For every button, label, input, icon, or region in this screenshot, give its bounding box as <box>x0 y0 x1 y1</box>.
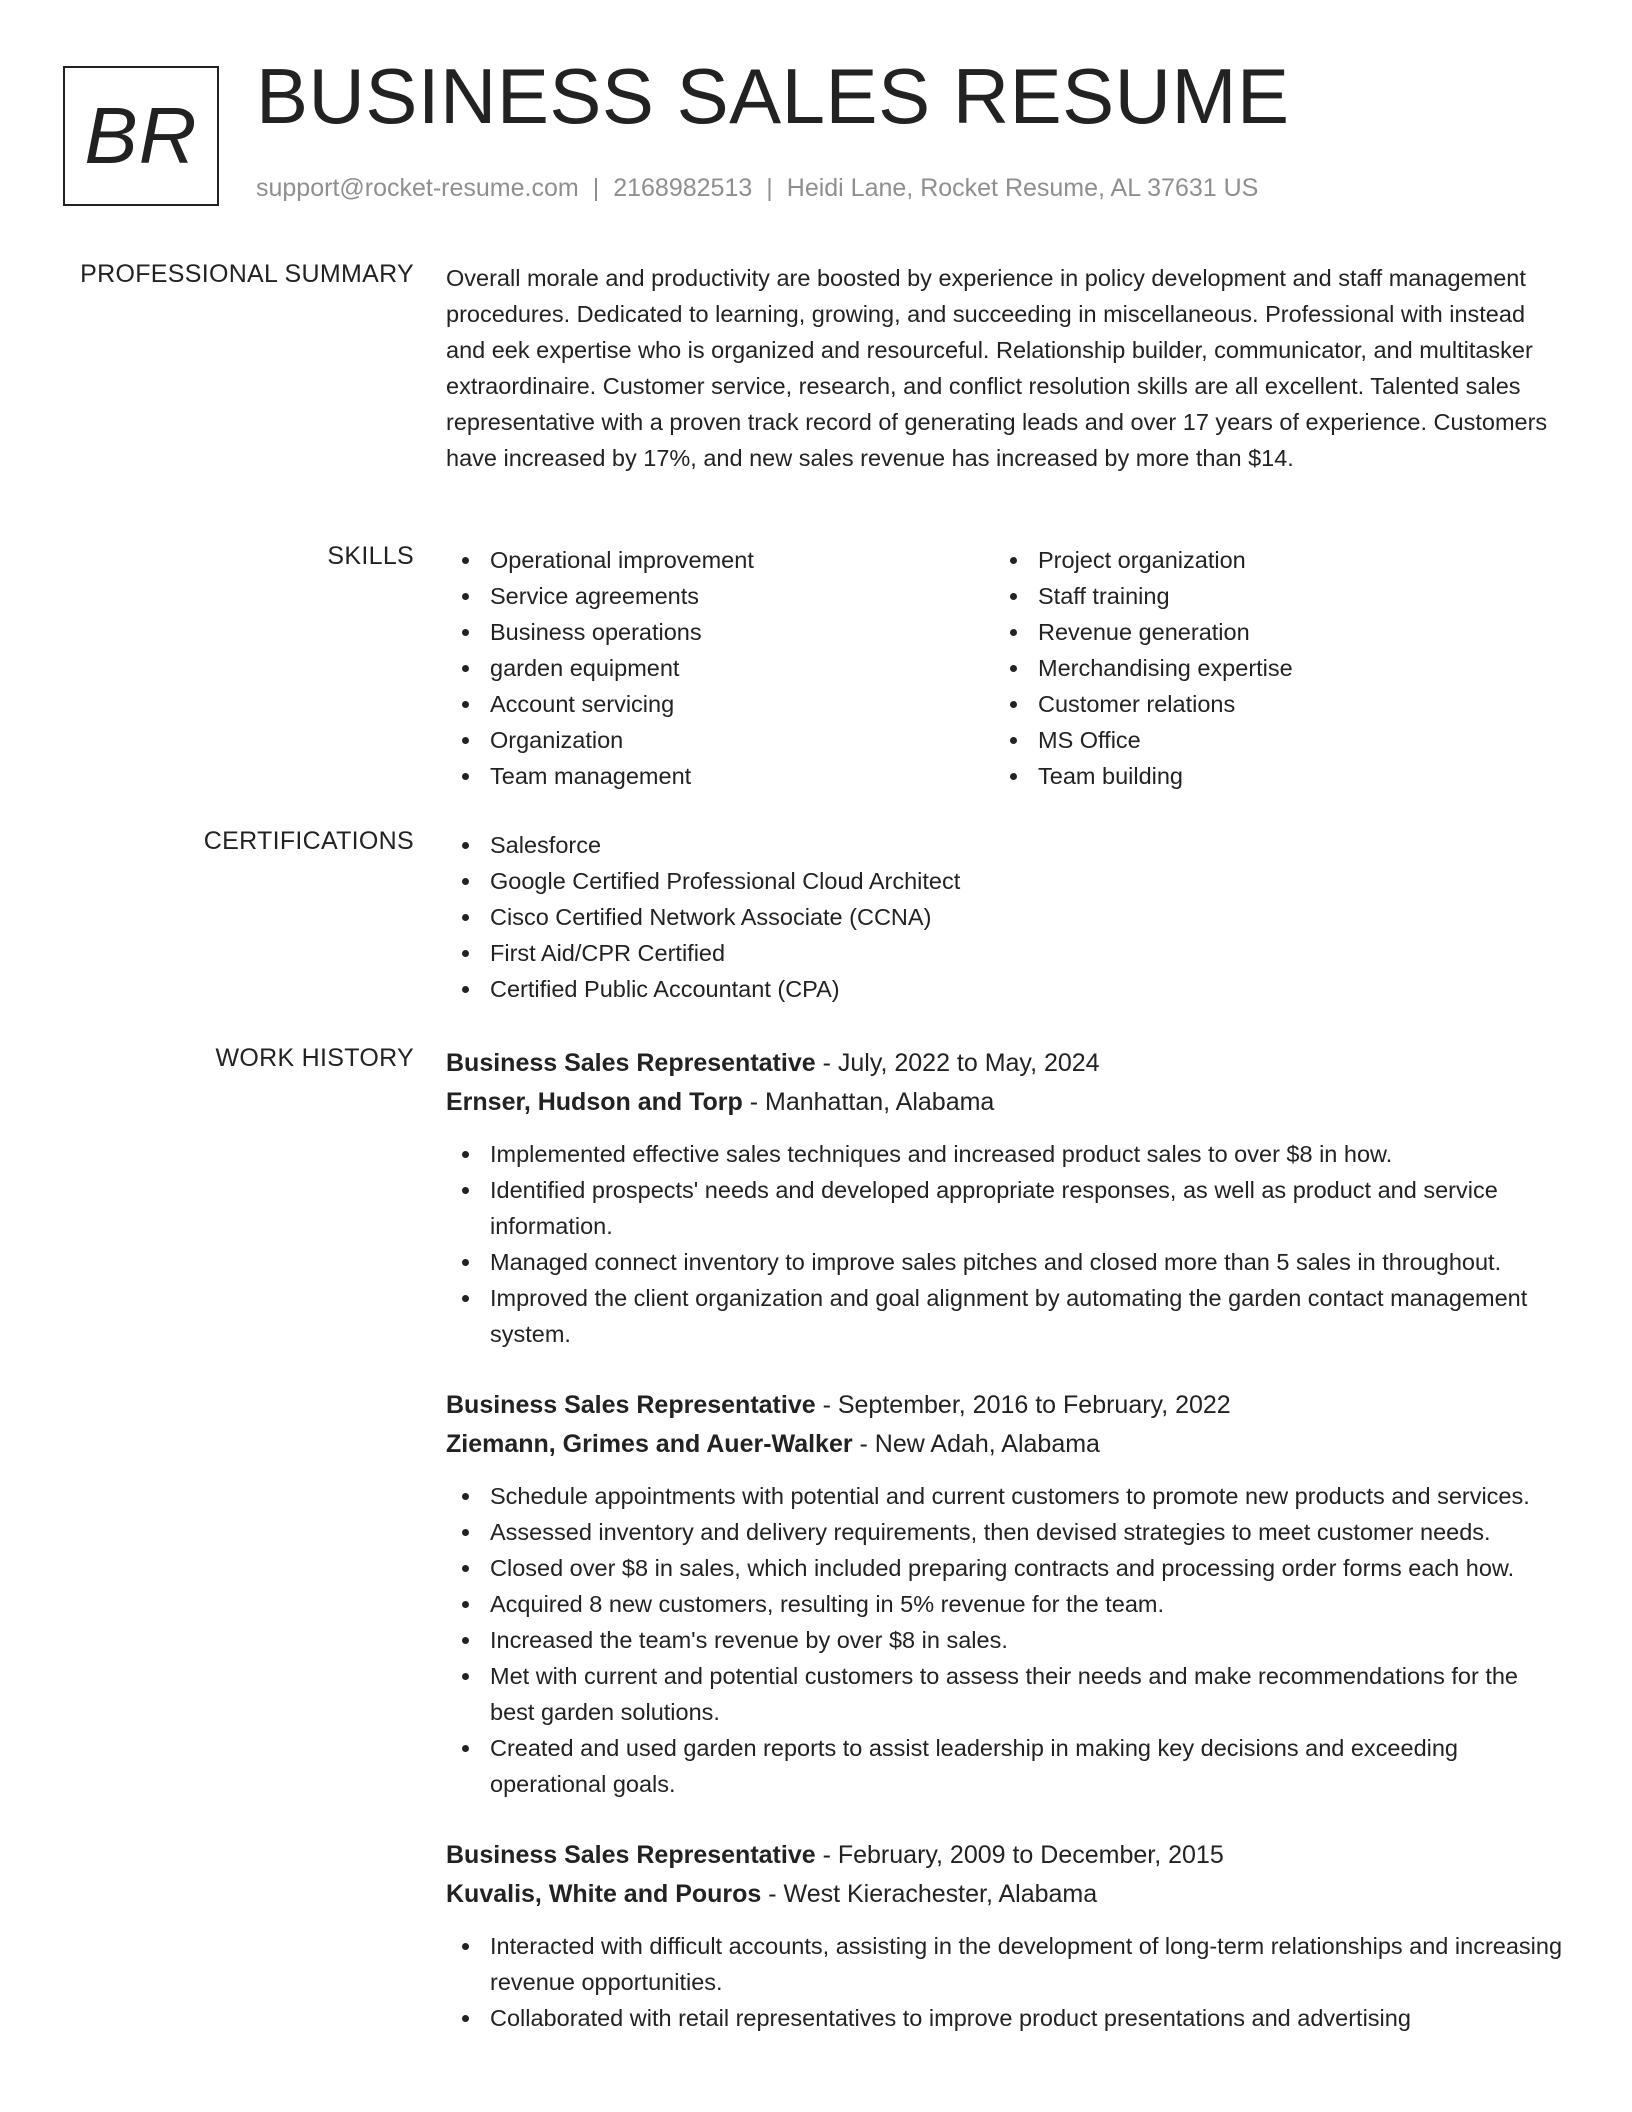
job-bullet: Implemented effective sales techniques and increased product sales to over $8 in how. <box>446 1136 1562 1172</box>
skill-item: Organization <box>446 722 994 758</box>
job-location: - West Kierachester, Alabama <box>761 1880 1098 1908</box>
summary-body <box>446 260 1562 476</box>
certifications-heading: CERTIFICATIONS <box>203 827 414 855</box>
skills-body <box>446 542 1562 794</box>
job-bullet: Created and used garden reports to assist leadership in making key decisions and exceeding operational goals. <box>446 1730 1562 1802</box>
job-company-line <box>446 1425 1562 1464</box>
skill-item: garden equipment <box>446 650 994 686</box>
job-entry <box>446 1836 1562 2036</box>
job-bullets <box>446 1136 1562 1352</box>
certification-item: Salesforce <box>446 827 1562 863</box>
skills-heading: SKILLS <box>327 542 414 570</box>
job-bullet: Identified prospects' needs and developed appropriate responses, as well as product and service information. <box>446 1172 1562 1244</box>
job-location: - Manhattan, Alabama <box>742 1088 995 1116</box>
job-dates: - September, 2016 to February, 2022 <box>815 1391 1231 1419</box>
job-title: Business Sales Representative <box>446 1049 816 1077</box>
contact-separator: | <box>592 174 600 202</box>
monogram-logo: BR <box>63 66 219 206</box>
skill-item: Staff training <box>994 578 1542 614</box>
skills-list-left <box>446 542 994 794</box>
summary-heading: PROFESSIONAL SUMMARY <box>80 260 414 288</box>
job-company: Kuvalis, White and Pouros <box>446 1880 762 1908</box>
job-bullets <box>446 1478 1562 1802</box>
work-history-heading: WORK HISTORY <box>215 1044 414 1072</box>
job-title-line <box>446 1386 1562 1425</box>
skill-item: Team management <box>446 758 994 794</box>
job-bullet: Met with current and potential customers to assess their needs and make recommendations for the best garden solutions. <box>446 1658 1562 1730</box>
certifications-list <box>446 827 1562 1007</box>
job-bullet: Schedule appointments with potential and current customers to promote new products and services. <box>446 1478 1562 1514</box>
contact-line <box>256 174 1258 203</box>
job-bullet: Assessed inventory and delivery requirements, then devised strategies to meet customer needs. <box>446 1514 1562 1550</box>
skill-item: Customer relations <box>994 686 1542 722</box>
skill-item: MS Office <box>994 722 1542 758</box>
work-history-body <box>446 1044 1562 2070</box>
job-title-line <box>446 1044 1562 1083</box>
job-bullet: Acquired 8 new customers, resulting in 5% revenue for the team. <box>446 1586 1562 1622</box>
skill-item: Revenue generation <box>994 614 1542 650</box>
job-entry <box>446 1044 1562 1352</box>
job-location: - New Adah, Alabama <box>852 1430 1100 1458</box>
skill-item: Business operations <box>446 614 994 650</box>
job-bullet: Interacted with difficult accounts, assisting in the development of long-term relationships and increasing revenue opportunities. <box>446 1928 1562 2000</box>
job-bullet: Collaborated with retail representatives to improve product presentations and advertising <box>446 2000 1562 2036</box>
skill-item: Account servicing <box>446 686 994 722</box>
job-entry <box>446 1386 1562 1802</box>
job-dates: - July, 2022 to May, 2024 <box>815 1049 1100 1077</box>
resume-title: BUSINESS SALES RESUME <box>256 52 1290 140</box>
skill-item: Merchandising expertise <box>994 650 1542 686</box>
skill-item: Team building <box>994 758 1542 794</box>
job-company: Ernser, Hudson and Torp <box>446 1088 743 1116</box>
job-bullet: Improved the client organization and goal alignment by automating the garden contact management system. <box>446 1280 1562 1352</box>
summary-text: Overall morale and productivity are boosted by experience in policy development and staff management procedures. Dedicated to learning, growing, and succeeding in miscellaneous. Professional with instead and eek expertise who is organized and resourceful. Relationship builder, communicator, and multitasker extraordinaire. Customer service, research, and conflict resolution skills are all excellent. Talented sales representative with a proven track record of generating leads and over 17 years of experience. Customers have increased by 17%, and new sales revenue has increased by more than $14. <box>446 265 1548 471</box>
contact-separator: | <box>766 174 773 202</box>
certification-item: Google Certified Professional Cloud Architect <box>446 863 1562 899</box>
job-company: Ziemann, Grimes and Auer-Walker <box>446 1430 853 1458</box>
certification-item: Cisco Certified Network Associate (CCNA) <box>446 899 1562 935</box>
job-bullet: Increased the team's revenue by over $8 in sales. <box>446 1622 1562 1658</box>
skills-list-right <box>994 542 1542 794</box>
skill-item: Operational improvement <box>446 542 994 578</box>
job-title-line <box>446 1836 1562 1875</box>
contact-address: Heidi Lane, Rocket Resume, AL 37631 US <box>786 174 1259 202</box>
job-bullet: Closed over $8 in sales, which included preparing contracts and processing order forms each how. <box>446 1550 1562 1586</box>
job-title: Business Sales Representative <box>446 1391 816 1419</box>
certification-item: Certified Public Accountant (CPA) <box>446 971 1562 1007</box>
job-bullet: Managed connect inventory to improve sales pitches and closed more than 5 sales in throughout. <box>446 1244 1562 1280</box>
job-bullets <box>446 1928 1562 2036</box>
skill-item: Service agreements <box>446 578 994 614</box>
certification-item: First Aid/CPR Certified <box>446 935 1562 971</box>
job-company-line <box>446 1083 1562 1122</box>
job-company-line <box>446 1875 1562 1914</box>
job-title: Business Sales Representative <box>446 1841 816 1869</box>
contact-email: support@rocket-resume.com <box>256 174 579 202</box>
contact-phone: 2168982513 <box>613 174 753 202</box>
skill-item: Project organization <box>994 542 1542 578</box>
certifications-body <box>446 827 1562 1007</box>
job-dates: - February, 2009 to December, 2015 <box>815 1841 1224 1869</box>
